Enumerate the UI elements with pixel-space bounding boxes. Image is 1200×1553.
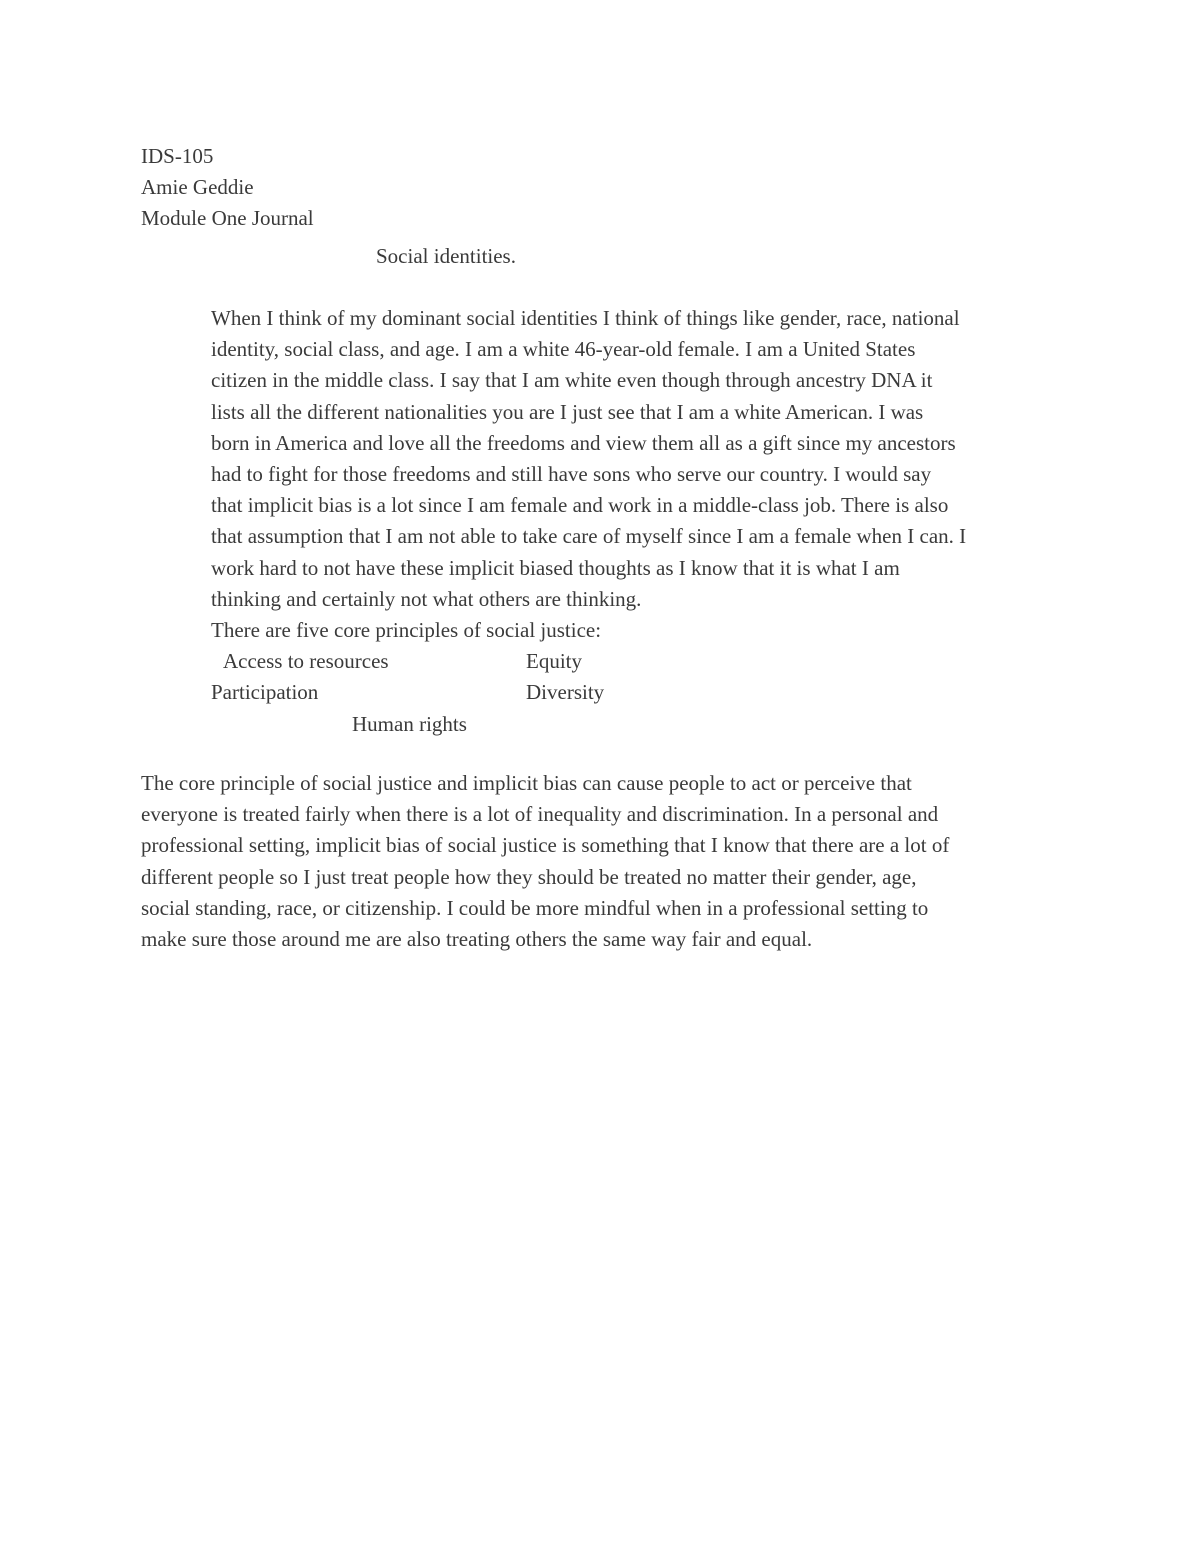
closing-line: everyone is treated fairly when there is a lot of inequality and discrimination. In a personal and [141,802,939,827]
body-line: born in America and love all the freedoms and view them all as a gift since my ancestors [211,430,956,455]
body-line: citizen in the middle class. I say that I am white even though through ancestry DNA it [211,368,933,393]
body-line: had to fight for those freedoms and still have sons who serve our country. I would say [211,462,932,487]
principle-equity: Equity [526,649,582,673]
principle-participation: Participation [211,680,319,704]
closing-line: different people so I just treat people how they should be treated no matter their gender, age, [141,864,917,889]
essay-title: Social identities. [376,244,516,268]
body-line: that assumption that I am not able to take care of myself since I am a female when I can. I [211,524,967,549]
body-line: identity, social class, and age. I am a white 46-year-old female. I am a United States [211,337,916,362]
closing-line: The core principle of social justice and implicit bias can cause people to act or perceive that [141,771,912,795]
author-name: Amie Geddie [141,175,254,199]
body-line: that implicit bias is a lot since I am female and work in a middle-class job. There is also [211,493,949,518]
principle-access-to-resources: Access to resources [223,649,389,673]
principle-human-rights: Human rights [352,712,467,736]
principles-list [211,646,771,742]
body-line: work hard to not have these implicit biased thoughts as I know that it is what I am [211,555,900,580]
assignment-name: Module One Journal [141,206,314,230]
body-line: When I think of my dominant social identities I think of things like gender, race, national [211,306,960,330]
closing-line: make sure those around me are also treating others the same way fair and equal. [141,927,813,952]
principles-intro: There are five core principles of social justice: [211,618,602,643]
closing-line: professional setting, implicit bias of social justice is something that I know that there are a lot of [141,833,950,858]
closing-line: social standing, race, or citizenship. I could be more mindful when in a professional setting to [141,895,929,920]
course-code: IDS-105 [141,144,214,168]
body-line: thinking and certainly not what others are thinking. [211,586,642,611]
principle-diversity: Diversity [526,680,605,704]
body-line: lists all the different nationalities you are I just see that I am a white American. I was [211,399,924,424]
closing-paragraph [141,768,1081,955]
body-paragraph [211,303,1091,646]
